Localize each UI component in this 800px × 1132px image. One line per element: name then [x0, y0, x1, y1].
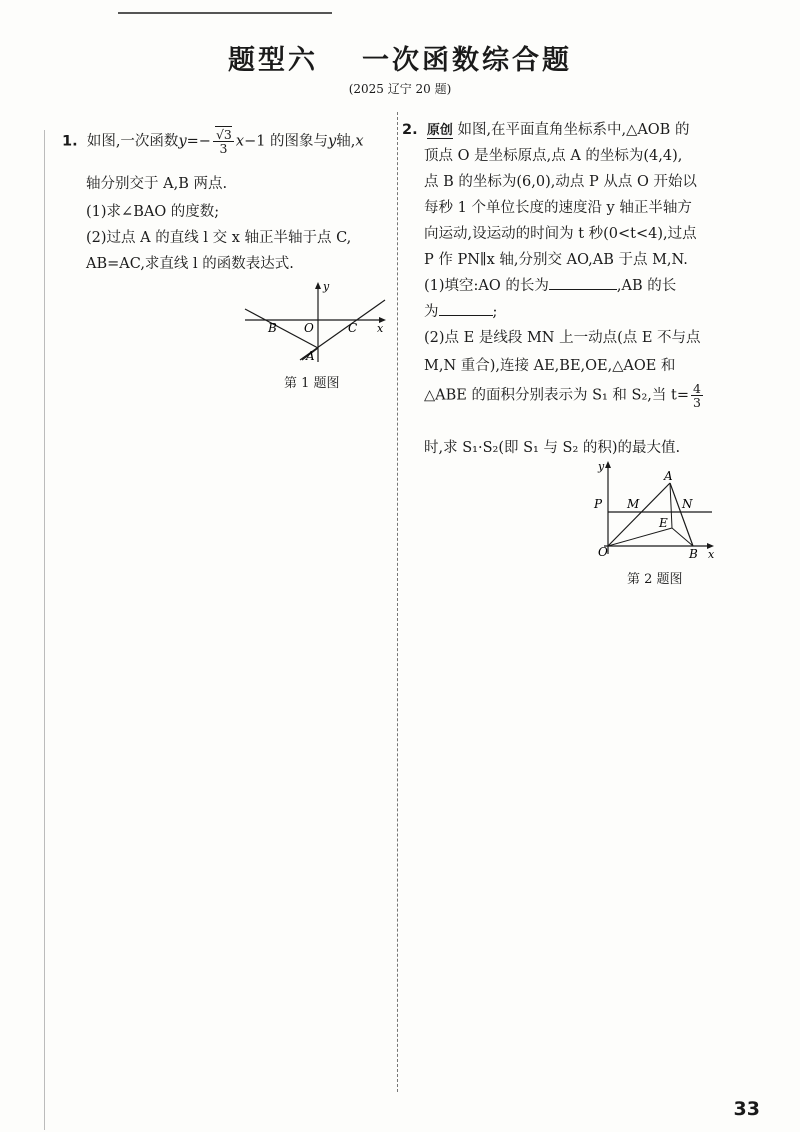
q2-label-o: O — [598, 545, 608, 559]
q2-figure — [592, 458, 722, 562]
top-rule — [118, 12, 332, 14]
q1-line-2: 轴分别交于 A,B 两点. — [86, 176, 228, 192]
q2-part1a-post: ,AB 的长 — [616, 278, 677, 294]
q1-y-var: y — [178, 133, 187, 150]
q2-y-arrow — [605, 461, 611, 468]
q2-part-2c — [424, 382, 705, 409]
q1-rest1b: 轴, — [336, 133, 356, 150]
q2-segment-ae — [670, 483, 672, 528]
q2-segment-oa — [608, 483, 670, 546]
q1-label-x: x — [377, 322, 384, 335]
q1-line-1 — [62, 128, 364, 155]
q2-original-tag: 原创 — [426, 123, 453, 138]
q2-label-y: y — [598, 460, 605, 473]
q2-t-num: 4 — [693, 381, 701, 396]
q1-caption: 第 1 题图 — [284, 376, 340, 391]
q1-y-arrow — [315, 282, 321, 289]
column-divider — [397, 112, 398, 1092]
q2-blank-ao[interactable] — [549, 275, 617, 290]
source-note: (2025 辽宁 20 题) — [348, 82, 452, 96]
q1-label-c: C — [348, 321, 358, 335]
q1-part-2b: AB=AC,求直线 l 的函数表达式. — [86, 256, 294, 272]
q2-line1-text: 如图,在平面直角坐标系中,△AOB 的 — [457, 122, 690, 138]
q2-caption: 第 2 题图 — [627, 572, 683, 587]
page-title — [0, 38, 800, 77]
q1-eq-sign: =− — [186, 133, 211, 150]
q1-x-tail: x — [235, 133, 245, 150]
q2-label-e: E — [659, 516, 668, 530]
q2-part1b-post: ; — [492, 304, 498, 320]
q2-line-3: 点 B 的坐标为(6,0),动点 P 从点 O 开始以 — [424, 174, 697, 190]
q1-part-2a: (2)过点 A 的直线 l 交 x 轴正半轴于点 C, — [86, 230, 352, 246]
q2-part-2a: (2)点 E 是线段 MN 上一动点(点 E 不与点 — [424, 330, 701, 346]
q1-frac-den: 3 — [219, 141, 228, 157]
q2-label-m: M — [627, 497, 640, 511]
q2-blank-ab[interactable] — [439, 301, 493, 316]
binding-edge-line — [44, 130, 45, 1130]
q1-minus-one: −1 — [244, 133, 266, 150]
q2-label-n: N — [682, 497, 693, 511]
q1-label-o: O — [304, 321, 314, 335]
q1-fraction — [213, 128, 234, 155]
q2-line-6: P 作 PN∥x 轴,分别交 AO,AB 于点 M,N. — [424, 252, 688, 268]
q2-label-p: P — [594, 497, 603, 511]
page-number: 33 — [733, 1098, 760, 1120]
q1-figure — [240, 280, 390, 365]
q2-part-1b — [424, 300, 497, 321]
q2-part-1a — [424, 274, 676, 295]
title-part-1: 题型六 — [228, 45, 318, 76]
q2-part-2d: 时,求 S₁·S₂(即 S₁ 与 S₂ 的积)的最大值. — [424, 440, 681, 456]
q2-t-den: 3 — [693, 395, 701, 411]
q2-part-2b: M,N 重合),连接 AE,BE,OE,△AOE 和 — [424, 358, 676, 374]
q1-label-y: y — [323, 280, 330, 293]
q2-number: 2. — [402, 122, 418, 138]
q1-x-end: x — [355, 133, 364, 150]
q2-part1a-pre: (1)填空:AO 的长为 — [424, 278, 549, 294]
q2-line-2: 顶点 O 是坐标原点,点 A 的坐标为(4,4), — [424, 148, 683, 164]
q1-part-1: (1)求∠BAO 的度数; — [86, 204, 220, 220]
q2-label-a: A — [664, 469, 673, 483]
q2-part2c-text: △ABE 的面积分别表示为 S₁ 和 S₂,当 t= — [424, 387, 689, 404]
q2-line-5: 向运动,设运动的时间为 t 秒(0<t<4),过点 — [424, 226, 697, 242]
title-part-2: 一次函数综合题 — [362, 45, 572, 76]
q1-label-a: A — [306, 349, 315, 363]
q1-frac-num: √3 — [215, 127, 232, 142]
q1-number: 1. — [62, 133, 78, 150]
q2-line-1 — [402, 118, 689, 139]
q1-y-axis: y — [328, 133, 337, 150]
q1-intro: 如图,一次函数 — [86, 133, 179, 150]
q2-t-fraction — [691, 382, 703, 409]
q2-label-b: B — [689, 547, 698, 561]
q2-label-x: x — [708, 548, 715, 561]
q2-part1b-pre: 为 — [424, 304, 439, 320]
q1-label-b: B — [268, 321, 277, 335]
q2-line-4: 每秒 1 个单位长度的速度沿 y 轴正半轴方 — [424, 200, 692, 216]
q1-rest1: 的图象与 — [270, 133, 329, 150]
